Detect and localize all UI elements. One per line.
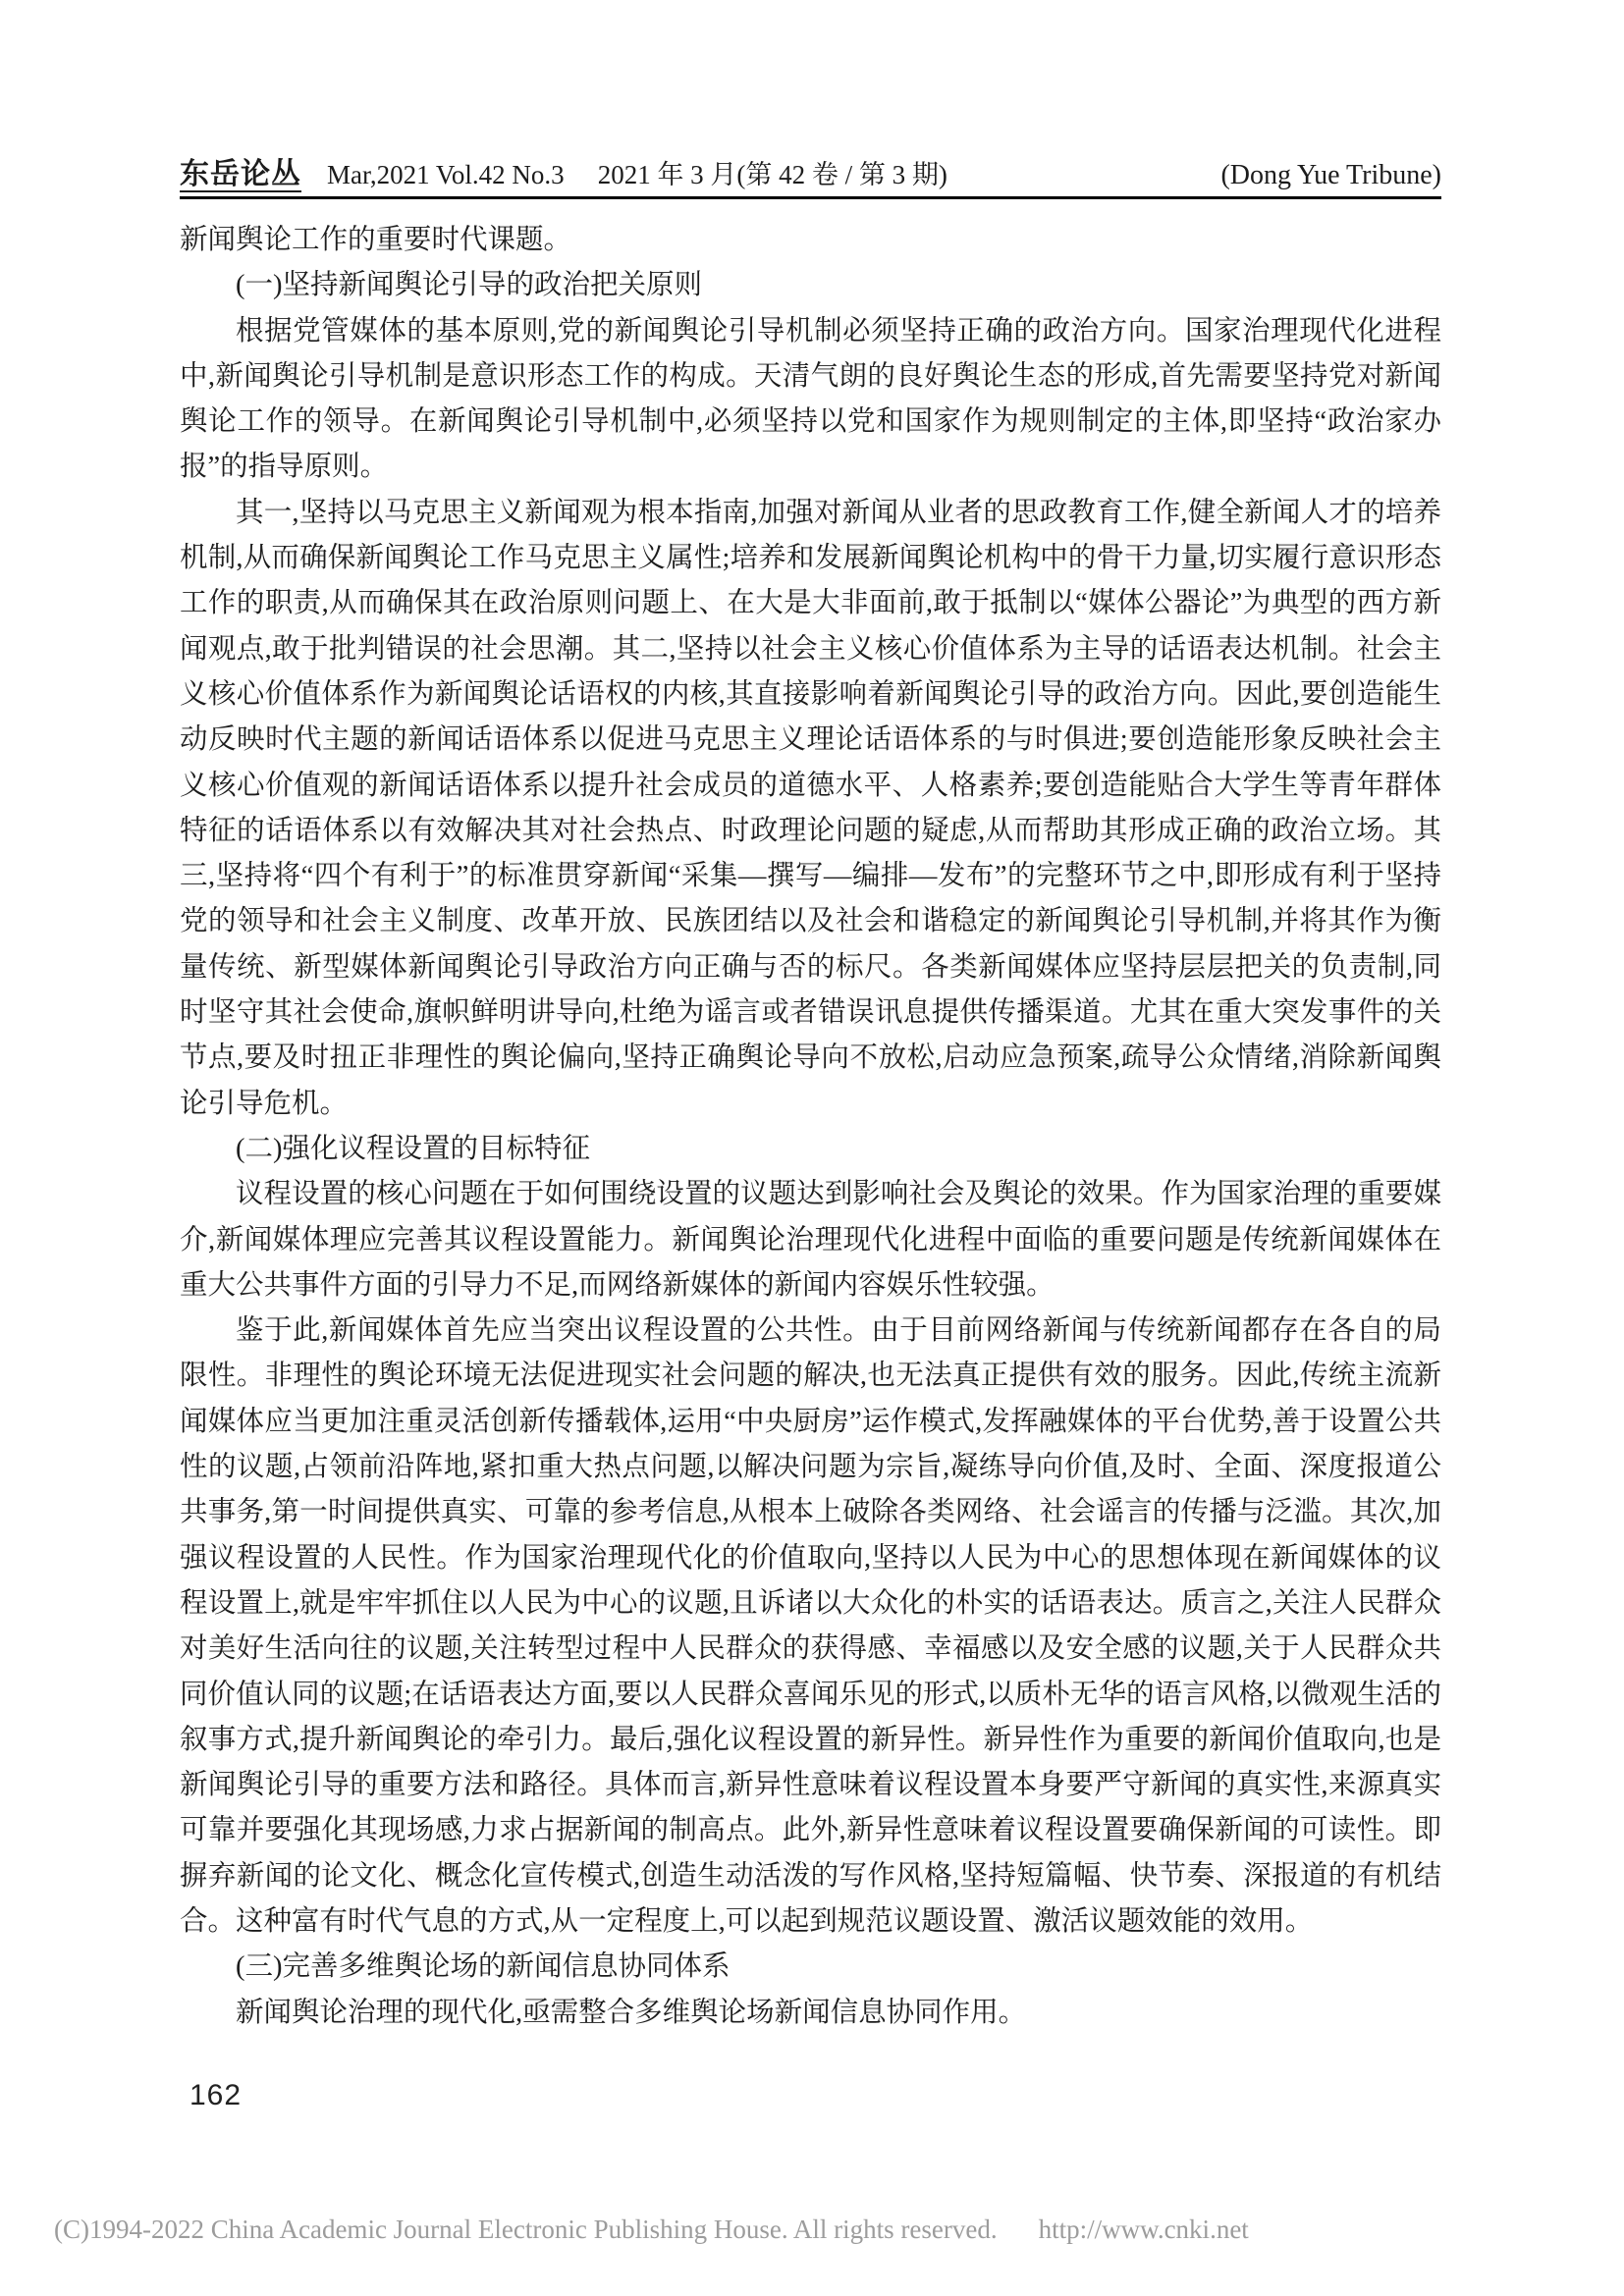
paragraph-continuation: 新闻舆论工作的重要时代课题。	[180, 225, 572, 255]
header-rule-divider	[180, 196, 1441, 199]
section-heading-3: (三)完善多维舆论场的新闻信息协同体系	[236, 1951, 731, 1983]
paragraph: 新闻舆论治理的现代化,亟需整合多维舆论场新闻信息协同作用。	[236, 1997, 1027, 2028]
paragraph: 其一,坚持以马克思主义新闻观为根本指南,加强对新闻从业者的思政教育工作,健全新闻人才的培养机制,从而确保新闻舆论工作马克思主义属性;培养和发展新闻舆论机构中的骨干力量,切实履行意识形态工作的职责,从而确保其在政治原则问题上、在大是大非面前,敢于抵制以“媒体公器论”为典型的西方新闻观点,敢于批判错误的社会思潮。其二,坚持以社会主义核心价值体系为主导的话语表达机制。社会主义核心价值体系作为新闻舆论话语权的内核,其直接影响着新闻舆论引导的政治方向。因此,要创造能生动反映时代主题的新闻话语体系以促进马克思主义理论话语体系的与时俱进;要创造能形象反映社会主义核心价值观的新闻话语体系以提升社会成员的道德水平、人格素养;要创造能贴合大学生等青年群体特征的话语体系以有效解决其对社会热点、时政理论问题的疑虑,从而帮助其形成正确的政治立场。其三,坚持将“四个有利于”的标准贯穿新闻“采集—撰写—编排—发布”的完整环节之中,即形成有利于坚持党的领导和社会主义制度、改革开放、民族团结以及社会和谐稳定的新闻舆论引导机制,并将其作为衡量传统、新型媒体新闻舆论引导政治方向正确与否的标尺。各类新闻媒体应坚持层层把关的负责制,同时坚守其社会使命,旗帜鲜明讲导向,杜绝为谣言或者错误讯息提供传播渠道。尤其在重大突发事件的关节点,要及时扭正非理性的舆论偏向,坚持正确舆论导向不放松,启动应急预案,疏导公众情绪,消除新闻舆论引导危机。	[180, 497, 1441, 1119]
issue-info-cn: 2021 年 3 月(第 42 卷 / 第 3 期)	[597, 160, 947, 189]
page-footer	[54, 2215, 1586, 2245]
section-heading-2: (二)强化议程设置的目标特征	[236, 1133, 590, 1164]
journal-name-en: (Dong Yue Tribune)	[1220, 160, 1441, 190]
page-header	[180, 149, 1441, 192]
copyright-text: (C)1994-2022 China Academic Journal Electronic Publishing House. All rights reserved.	[54, 2215, 998, 2244]
paragraph: 根据党管媒体的基本原则,党的新闻舆论引导机制必须坚持正确的政治方向。国家治理现代化进程中,新闻舆论引导机制是意识形态工作的构成。天清气朗的良好舆论生态的形成,首先需要坚持党对新闻舆论工作的领导。在新闻舆论引导机制中,必须坚持以党和国家作为规则制定的主体,即坚持“政治家办报”的指导原则。	[180, 315, 1441, 483]
footer-url: http://www.cnki.net	[1038, 2215, 1249, 2244]
journal-name-cn: 东岳论丛	[180, 158, 301, 190]
paragraph: 鉴于此,新闻媒体首先应当突出议程设置的公共性。由于目前网络新闻与传统新闻都存在各自的局限性。非理性的舆论环境无法促进现实社会问题的解决,也无法真正提供有效的服务。因此,传统主流新闻媒体应当更加注重灵活创新传播载体,运用“中央厨房”运作模式,发挥融媒体的平台优势,善于设置公共性的议题,占领前沿阵地,紧扣重大热点问题,以解决问题为宗旨,凝练导向价值,及时、全面、深度报道公共事务,第一时间提供真实、可靠的参考信息,从根本上破除各类网络、社会谣言的传播与泛滥。其次,加强议程设置的人民性。作为国家治理现代化的价值取向,坚持以人民为中心的思想体现在新闻媒体的议程设置上,就是牢牢抓住以人民为中心的议题,且诉诸以大众化的朴实的话语表达。质言之,关注人民群众对美好生活向往的议题,关注转型过程中人民群众的获得感、幸福感以及安全感的议题,关于人民群众共同价值认同的议题;在话语表达方面,要以人民群众喜闻乐见的形式,以质朴无华的语言风格,以微观生活的叙事方式,提升新闻舆论的牵引力。最后,强化议程设置的新异性。新异性作为重要的新闻价值取向,也是新闻舆论引导的重要方法和路径。具体而言,新异性意味着议程设置本身要严守新闻的真实性,来源真实可靠并要强化其现场感,力求占据新闻的制高点。此外,新异性意味着议程设置要确保新闻的可读性。即摒弃新闻的论文化、概念化宣传模式,创造生动活泼的写作风格,坚持短篇幅、快节奏、深报道的有机结合。这种富有时代气息的方式,从一定程度上,可以起到规范议题设置、激活议题效能的效用。	[180, 1315, 1441, 1937]
page-number: 162	[189, 2079, 243, 2111]
section-heading-1: (一)坚持新闻舆论引导的政治把关原则	[236, 270, 702, 301]
paragraph: 议程设置的核心问题在于如何围绕设置的议题达到影响社会及舆论的效果。作为国家治理的重要媒介,新闻媒体理应完善其议程设置能力。新闻舆论治理现代化进程中面临的重要问题是传统新闻媒体在重大公共事件方面的引导力不足,而网络新媒体的新闻内容娱乐性较强。	[180, 1179, 1441, 1301]
article-body	[180, 218, 1441, 2036]
issue-info-en: Mar,2021 Vol.42 No.3	[327, 160, 565, 189]
